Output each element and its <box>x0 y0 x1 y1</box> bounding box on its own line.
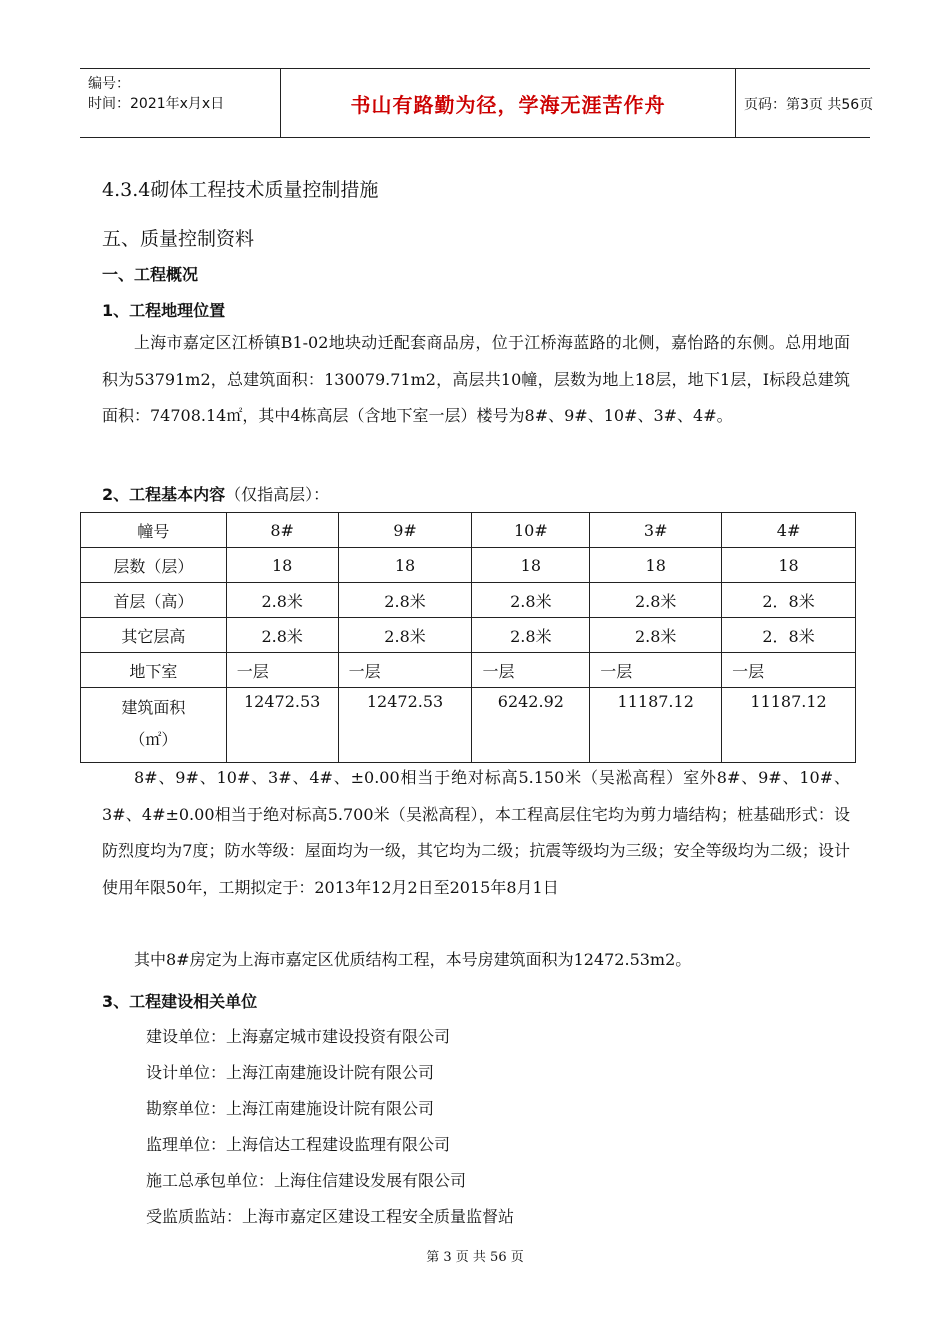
toc-line-2: 五、质量控制资料 <box>102 228 255 250</box>
header-motto-cell <box>280 69 736 137</box>
table-cell: 11187.12 <box>722 688 856 763</box>
unit-contractor: 施工总承包单位：上海住信建设发展有限公司 <box>146 1171 467 1190</box>
table-cell: 8# <box>226 513 338 548</box>
location-paragraph: 上海市嘉定区江桥镇B1-02地块动迁配套商品房，位于江桥海蓝路的北侧，嘉怡路的东侧。总用地面积为53791m2，总建筑面积：130079.71m2，高层共10幢，层数为地上18层，地下1层，I标段总建筑面积：74708.14㎡，其中4栋高层（含地下室一层）楼号为8#、9#、10#、3#、4#。 <box>102 333 850 425</box>
header-page-info: 页码：第3页 共56页 <box>744 97 874 113</box>
table-cell: 首层（高） <box>81 583 227 618</box>
quality-paragraph: 其中8#房定为上海市嘉定区优质结构工程，本号房建筑面积为12472.53m2。 <box>134 950 692 969</box>
header-meta <box>80 69 280 137</box>
subsection-2-title: 2、工程基本内容 <box>102 485 226 504</box>
header-page-cell <box>734 69 874 137</box>
table-cell: 3# <box>590 513 722 548</box>
unit-construction: 建设单位：上海嘉定城市建设投资有限公司 <box>146 1027 451 1046</box>
table-cell: 其它层高 <box>81 618 227 653</box>
table-cell: 2．8米 <box>722 583 856 618</box>
table-row <box>81 618 856 653</box>
elevation-paragraph: 8#、9#、10#、3#、4#、±0.00相当于绝对标高5.150米（吴淞高程）室外8#、9#、10#、3#、4#±0.00相当于绝对标高5.700米（吴淞高程），本工程高层住宅均为剪力墙结构；桩基础形式：设防烈度均为7度；防水等级：屋面均为一级，其它均为二级；抗震等级均为三级；安全等级均为二级；设计使用年限50年，工期拟定于：2013年12月2日至2015年8月1日 <box>102 768 850 897</box>
table-cell: 2.8米 <box>226 583 338 618</box>
page-header <box>80 68 874 138</box>
subsection-1-title: 1、工程地理位置 <box>102 301 226 320</box>
table-cell: 18 <box>338 548 472 583</box>
table-cell: 幢号 <box>81 513 227 548</box>
toc-line-1: 4.3.4砌体工程技术质量控制措施 <box>102 179 379 201</box>
table-row <box>81 688 856 763</box>
table-cell: 2.8米 <box>472 618 590 653</box>
table-cell: 18 <box>226 548 338 583</box>
table-cell <box>81 688 227 763</box>
unit-design: 设计单位：上海江南建施设计院有限公司 <box>146 1063 435 1082</box>
table-cell: 11187.12 <box>590 688 722 763</box>
table-cell: 18 <box>472 548 590 583</box>
building-info-table <box>80 512 856 763</box>
table-cell: 2.8米 <box>472 583 590 618</box>
unit-survey: 勘察单位：上海江南建施设计院有限公司 <box>146 1099 435 1118</box>
table-cell: 10# <box>472 513 590 548</box>
table-cell: 2.8米 <box>338 583 472 618</box>
table-cell: 18 <box>722 548 856 583</box>
table-cell: 2.8米 <box>338 618 472 653</box>
table-row <box>81 653 856 688</box>
page-footer: 第 3 页 共 56 页 <box>426 1250 524 1265</box>
table-cell: 地下室 <box>81 653 227 688</box>
table-cell: 一层 <box>472 653 590 688</box>
header-motto: 书山有路勤为径，学海无涯苦作舟 <box>350 93 666 117</box>
area-label-line-2: （㎡） <box>129 730 178 749</box>
unit-quality-station: 受监质监站：上海市嘉定区建设工程安全质量监督站 <box>146 1207 515 1226</box>
unit-supervision: 监理单位：上海信达工程建设监理有限公司 <box>146 1135 451 1154</box>
subsection-2-heading <box>102 482 329 505</box>
table-header-row <box>81 513 856 548</box>
table-cell: 6242.92 <box>472 688 590 763</box>
table-cell: 9# <box>338 513 472 548</box>
table-cell: 一层 <box>338 653 472 688</box>
table-cell: 12472.53 <box>226 688 338 763</box>
table-cell: 一层 <box>590 653 722 688</box>
table-cell: 2.8米 <box>226 618 338 653</box>
document-number-label: 编号： <box>88 76 130 92</box>
table-row <box>81 583 856 618</box>
section-title: 一、工程概况 <box>102 265 199 284</box>
document-time-label: 时间：2021年x月x日 <box>88 96 225 112</box>
table-cell: 层数（层） <box>81 548 227 583</box>
table-cell: 一层 <box>722 653 856 688</box>
table-cell: 2.8米 <box>590 618 722 653</box>
table-cell: 4# <box>722 513 856 548</box>
area-label-line-1: 建筑面积 <box>121 698 186 717</box>
subsection-2-note: （仅指高层）： <box>225 485 330 504</box>
table-cell: 12472.53 <box>338 688 472 763</box>
table-cell: 2.8米 <box>590 583 722 618</box>
table-cell: 18 <box>590 548 722 583</box>
subsection-3-title: 3、工程建设相关单位 <box>102 992 258 1011</box>
table-cell: 2．8米 <box>722 618 856 653</box>
table-cell: 一层 <box>226 653 338 688</box>
table-row <box>81 548 856 583</box>
